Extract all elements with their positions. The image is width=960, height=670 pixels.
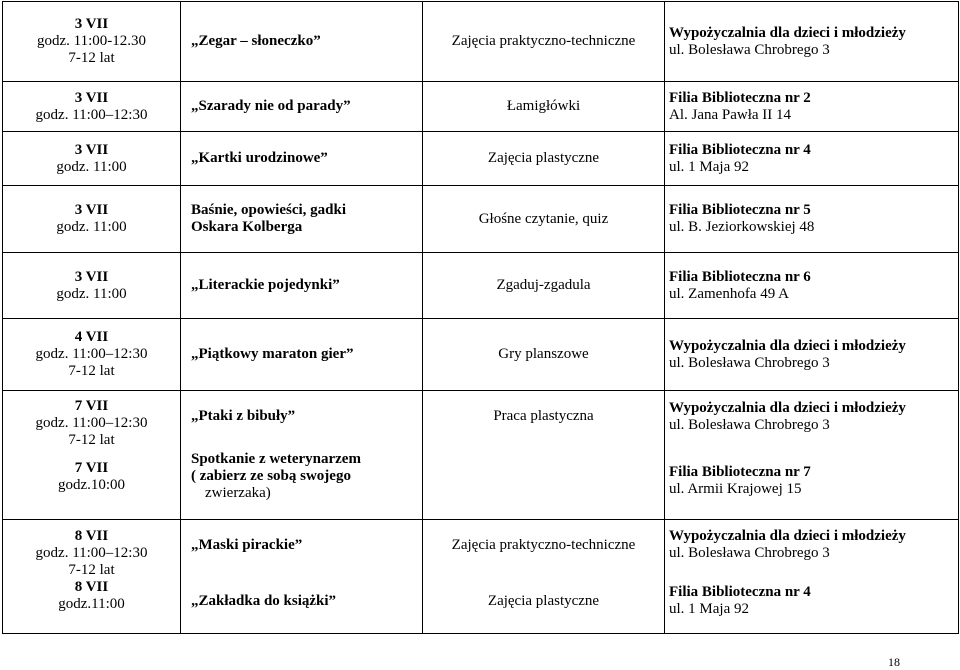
date-cell (3, 391, 181, 520)
event-category: Zajęcia praktyczno-techniczne (451, 537, 636, 553)
date-day: 3 VII (74, 16, 109, 32)
place-address: Al. Jana Pawła II 14 (669, 106, 792, 123)
place-name: Wypożyczalnia dla dzieci i młodzieży (669, 24, 906, 41)
table-row (3, 82, 959, 132)
date-time: godz. 11:00–12:30 (35, 106, 148, 123)
event-title-cell (181, 186, 423, 253)
date-cell (3, 319, 181, 391)
event-category-cell (423, 319, 665, 391)
event-place-cell (665, 82, 959, 132)
event-category: Praca plastyczna (493, 408, 594, 424)
event-category-cell (423, 132, 665, 186)
event-title: „Szarady nie od parady” (191, 98, 351, 114)
date-time: godz. 11:00-12.30 (36, 33, 146, 49)
date-day: 8 VII (74, 528, 109, 544)
place-name: Filia Biblioteczna nr 5 (669, 202, 811, 218)
event-title-line2: ( zabierz ze sobą swojego (191, 468, 351, 484)
event-category-cell (423, 2, 665, 82)
event-title-line2: Oskara Kolberga (191, 219, 303, 235)
event-title: „Literackie pojedynki” (191, 277, 340, 293)
event-title: Spotkanie z weterynarzem (191, 451, 361, 467)
place-name: Filia Biblioteczna nr 2 (669, 89, 811, 106)
event-category: Zgaduj-zgadula (496, 277, 591, 293)
date-time: godz. 11:00 (56, 285, 127, 302)
date-age: 7-12 lat (68, 432, 115, 448)
date-time: godz.10:00 (57, 477, 126, 493)
event-title: „Kartki urodzinowe” (191, 150, 328, 166)
table-row (3, 391, 959, 520)
table-row (3, 253, 959, 319)
table-row (3, 319, 959, 391)
event-place-cell (665, 2, 959, 82)
place-address: ul. 1 Maja 92 (669, 158, 749, 175)
date-time: godz. 11:00–12:30 (35, 415, 148, 431)
date-day: 7 VII (74, 460, 109, 476)
table-row (3, 2, 959, 82)
event-place-cell (665, 391, 959, 520)
event-title-cell (181, 132, 423, 186)
date-time: godz.11:00 (58, 596, 125, 612)
date-age: 7-12 lat (68, 50, 115, 66)
date-day: 7 VII (74, 398, 109, 414)
event-title-cell (181, 319, 423, 391)
event-category: Łamigłówki (506, 98, 581, 114)
place-name: Wypożyczalnia dla dzieci i młodzieży (669, 400, 906, 416)
event-title-cell (181, 253, 423, 319)
event-title: „Piątkowy maraton gier” (191, 346, 354, 362)
event-category: Zajęcia praktyczno-techniczne (451, 33, 636, 49)
event-title-cell (181, 82, 423, 132)
event-category: Głośne czytanie, quiz (478, 210, 609, 227)
event-place-cell (665, 520, 959, 634)
place-address: ul. Bolesława Chrobrego 3 (669, 417, 830, 433)
event-title-cell (181, 2, 423, 82)
event-place-cell (665, 186, 959, 253)
date-cell (3, 186, 181, 253)
place-name: Wypożyczalnia dla dzieci i młodzieży (669, 337, 906, 354)
table-row (3, 132, 959, 186)
place-address: ul. 1 Maja 92 (669, 601, 749, 617)
place-address: ul. Bolesława Chrobrego 3 (669, 41, 830, 58)
place-address: ul. Bolesława Chrobrego 3 (669, 545, 830, 561)
place-address: ul. Bolesława Chrobrego 3 (669, 354, 830, 371)
date-day: 3 VII (74, 141, 109, 158)
event-category-cell (423, 82, 665, 132)
date-time: godz. 11:00–12:30 (35, 545, 148, 561)
date-cell (3, 2, 181, 82)
event-category: Zajęcia plastyczne (487, 593, 600, 609)
date-cell (3, 132, 181, 186)
event-title: „Maski pirackie” (191, 537, 303, 553)
page-number: 18 (888, 655, 900, 669)
place-name: Filia Biblioteczna nr 6 (669, 268, 811, 285)
event-title: „Ptaki z bibuły” (191, 408, 296, 424)
place-name: Wypożyczalnia dla dzieci i młodzieży (669, 528, 906, 544)
event-title-cell (181, 520, 423, 634)
date-age: 7-12 lat (68, 562, 115, 578)
date-cell (3, 253, 181, 319)
date-cell (3, 82, 181, 132)
event-category-cell (423, 186, 665, 253)
date-day: 3 VII (74, 202, 109, 218)
event-category-cell (423, 253, 665, 319)
date-day: 8 VII (74, 579, 109, 595)
event-category: Zajęcia plastyczne (487, 150, 600, 166)
date-time: godz. 11:00 (56, 219, 127, 235)
event-place-cell (665, 132, 959, 186)
event-title: Baśnie, opowieści, gadki (191, 202, 347, 218)
date-day: 4 VII (74, 329, 109, 345)
event-place-cell (665, 253, 959, 319)
event-title: „Zakładka do książki” (191, 593, 337, 609)
date-day: 3 VII (74, 268, 109, 285)
date-day: 3 VII (74, 89, 109, 106)
place-name: Filia Biblioteczna nr 4 (669, 141, 811, 158)
place-address: ul. Armii Krajowej 15 (669, 481, 802, 497)
table-row (3, 520, 959, 634)
place-name: Filia Biblioteczna nr 4 (669, 584, 811, 600)
place-address: ul. Zamenhofa 49 A (669, 285, 789, 302)
event-title: „Zegar – słoneczko” (191, 33, 321, 49)
schedule-table (2, 1, 959, 634)
date-cell (3, 520, 181, 634)
table-row (3, 186, 959, 253)
place-address: ul. B. Jeziorkowskiej 48 (669, 219, 815, 235)
event-category-cell (423, 391, 665, 520)
event-place-cell (665, 319, 959, 391)
date-time: godz. 11:00 (56, 158, 127, 175)
place-name: Filia Biblioteczna nr 7 (669, 464, 811, 480)
date-time: godz. 11:00–12:30 (35, 346, 148, 362)
event-title-cell (181, 391, 423, 520)
event-category: Gry planszowe (498, 346, 589, 362)
event-title-line3: zwierzaka) (205, 485, 271, 501)
date-age: 7-12 lat (68, 363, 115, 379)
event-category-cell (423, 520, 665, 634)
